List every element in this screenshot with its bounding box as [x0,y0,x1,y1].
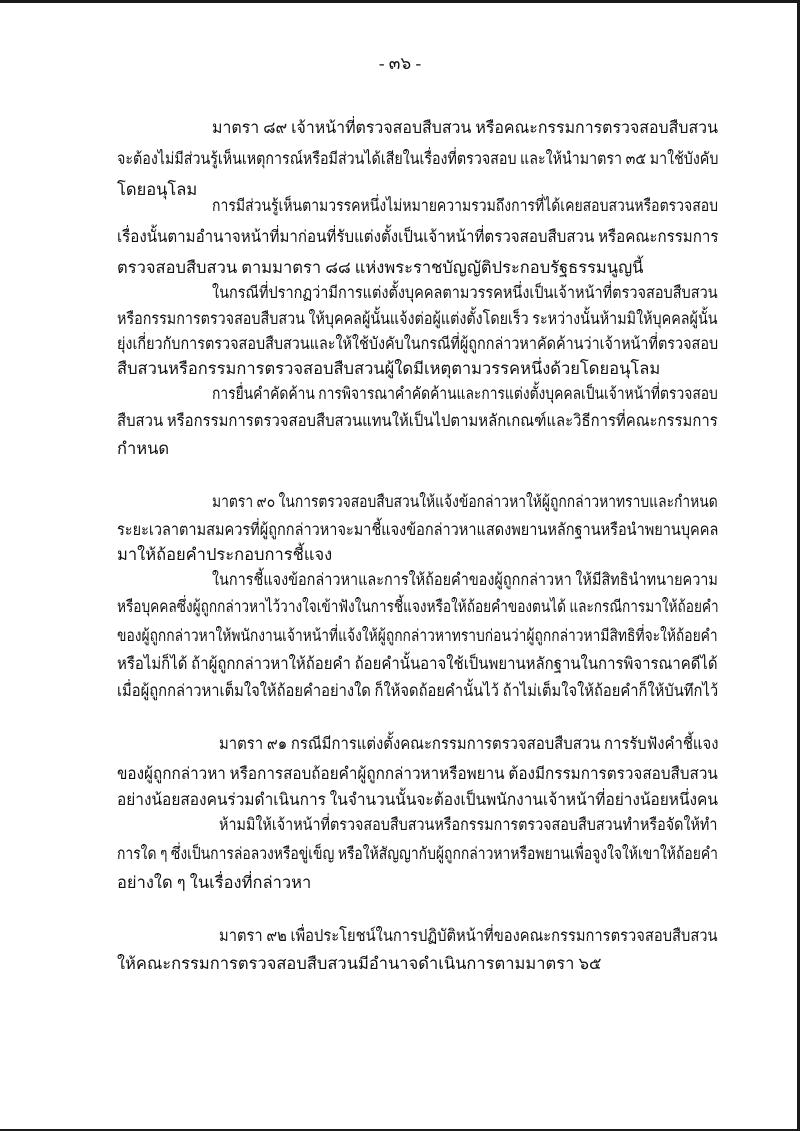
text-line: อย่างใด ๆ ในเรื่องที่กล่าวหา [117,873,312,892]
text-line: ตรวจสอบสืบสวน ตามมาตรา ๘๘ แห่งพระราชบัญญัติประกอบรัฐธรรมนูญนี้ [117,258,644,277]
text-line: การใด ๆ ซึ่งเป็นการล่อลวงหรือขู่เข็ญ หรือให้สัญญากับผู้ถูกกล่าวหาหรือพยานเพื่อจูงใจให้เขาให้ถ้อยคำ [117,844,718,863]
section-89-heading-line: มาตรา ๘๙ เจ้าหน้าที่ตรวจสอบสืบสวน หรือคณะกรรมการตรวจสอบสืบสวน [212,118,718,137]
page-number: - ๓๖ - [378,54,422,73]
text-line: มาให้ถ้อยคำประกอบการชี้แจง [117,545,333,564]
text-line: สืบสวน หรือกรรมการตรวจสอบสืบสวนแทนให้เป็นไปตามหลักเกณฑ์และวิธีการที่คณะกรรมการ [117,411,718,430]
text-line: ให้คณะกรรมการตรวจสอบสืบสวนมีอำนาจดำเนินการตามมาตรา ๖๕ [117,954,602,973]
text-line: หรือไม่ก็ได้ ถ้าผู้ถูกกล่าวหาให้ถ้อยคำ ถ้อยคำนั้นอาจใช้เป็นพยานหลักฐานในการพิจารณาคดีได้ [117,654,718,673]
text-line: จะต้องไม่มีส่วนรู้เห็นเหตุการณ์หรือมีส่วนได้เสียในเรื่องที่ตรวจสอบ และให้นำมาตรา ๓๕ มาใช้บังคับ [117,149,719,168]
section-91-heading-line: มาตรา ๙๑ กรณีมีการแต่งตั้งคณะกรรมการตรวจสอบสืบสวน การรับฟังคำชี้แจง [219,734,719,753]
text-line: ระยะเวลาตามสมควรที่ผู้ถูกกล่าวหาจะมาชี้แจงข้อกล่าวหาแสดงพยานหลักฐานหรือนำพยานบุคคล [117,520,719,539]
text-line: ในการชี้แจงข้อกล่าวหาและการให้ถ้อยคำของผู้ถูกกล่าวหา ให้มีสิทธินำทนายความ [212,570,718,589]
text-line: กำหนด [117,439,170,458]
text-line: การมีส่วนรู้เห็นตามวรรคหนึ่งไม่หมายความรวมถึงการที่ได้เคยสอบสวนหรือตรวจสอบ [212,196,719,215]
text-line: หรือกรรมการตรวจสอบสืบสวน ให้บุคคลผู้นั้นแจ้งต่อผู้แต่งตั้งโดยเร็ว ระหว่างนั้นห้ามมิให้บุคคลผู้นั้น [117,309,718,328]
text-line: เรื่องนั้นตามอำนาจหน้าที่มาก่อนที่รับแต่งตั้งเป็นเจ้าหน้าที่ตรวจสอบสืบสวน หรือคณะกรรมการ [117,227,719,246]
section-92-heading-line: มาตรา ๙๒ เพื่อประโยชน์ในการปฏิบัติหน้าที่ของคณะกรรมการตรวจสอบสืบสวน [219,926,718,945]
text-line: ของผู้ถูกกล่าวหา หรือการสอบถ้อยคำผู้ถูกกล่าวหาหรือพยาน ต้องมีกรรมการตรวจสอบสืบสวน [117,764,718,783]
text-line: ห้ามมิให้เจ้าหน้าที่ตรวจสอบสืบสวนหรือกรรมการตรวจสอบสืบสวนทำหรือจัดให้ทำ [219,815,718,834]
scan-border-top [0,0,800,3]
text-line: หรือบุคคลซึ่งผู้ถูกกล่าวหาไว้วางใจเข้าฟังในการชี้แจงหรือให้ถ้อยคำของตนได้ และกรณีการมาให้ถ้อยคำ [117,597,719,616]
text-line: สืบสวนหรือกรรมการตรวจสอบสืบสวนผู้ใดมีเหตุตามวรรคหนึ่งด้วยโดยอนุโลม [117,359,661,378]
text-line: อย่างน้อยสองคนร่วมดำเนินการ ในจำนวนนั้นจะต้องเป็นพนักงานเจ้าหน้าที่อย่างน้อยหนึ่งคน [117,790,718,809]
text-line: การยื่นคำคัดค้าน การพิจารณาคำคัดค้านและการแต่งตั้งบุคคลเป็นเจ้าหน้าที่ตรวจสอบ [212,384,718,403]
section-90-heading-line: มาตรา ๙๐ ในการตรวจสอบสืบสวนให้แจ้งข้อกล่าวหาให้ผู้ถูกกล่าวหาทราบและกำหนด [212,492,718,511]
text-line: ของผู้ถูกกล่าวหาให้พนักงานเจ้าหน้าที่แจ้งให้ผู้ถูกกล่าวหาทราบก่อนว่าผู้ถูกกล่าวหามีสิทธิที่จะให้ถ้อยคำ [117,626,718,645]
text-line: ในกรณีที่ปรากฏว่ามีการแต่งตั้งบุคคลตามวรรคหนึ่งเป็นเจ้าหน้าที่ตรวจสอบสืบสวน [212,283,718,302]
text-line: เมื่อผู้ถูกกล่าวหาเต็มใจให้ถ้อยคำอย่างใด ก็ให้จดถ้อยคำนั้นไว้ ถ้าไม่เต็มใจให้ถ้อยคำก็ให้บันทึกไว้ [117,681,719,700]
text-line: ยุ่งเกี่ยวกับการตรวจสอบสืบสวนและให้ใช้บังคับในกรณีที่ผู้ถูกกล่าวหาคัดค้านว่าเจ้าหน้าที่ตรวจสอบ [117,334,719,353]
text-line: โดยอนุโลม [117,180,198,199]
